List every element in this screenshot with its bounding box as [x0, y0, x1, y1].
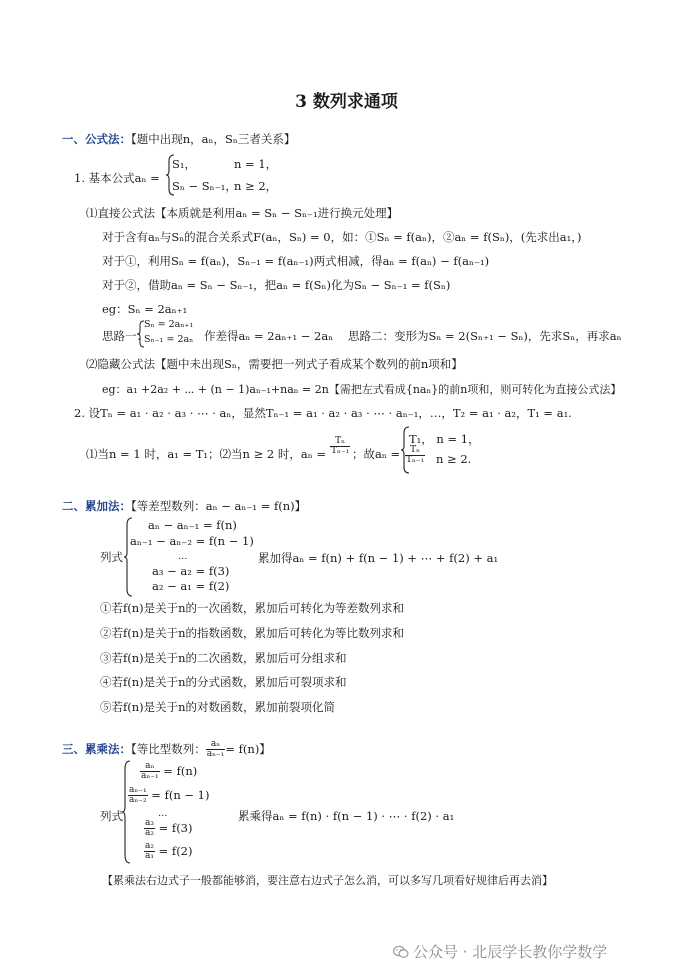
sum-tip-1: ①若f(n)是关于n的一次函数，累加后可转化为等差数列求和 [100, 601, 405, 615]
method-direct: ⑴直接公式法【本质就是利用aₙ = Sₙ − Sₙ₋₁进行换元处理】 [86, 206, 399, 220]
prod-row-3 [144, 819, 192, 839]
sum-tip-2: ②若f(n)是关于n的指数函数，累加后可转化为等比数列求和 [100, 626, 405, 640]
prod-row-4 [144, 842, 192, 862]
product-case-b: ；故aₙ = [352, 447, 401, 461]
prod-row-3-num: a₃ [145, 818, 154, 828]
prod-row-3-rhs: = f(3) [158, 820, 193, 835]
sum-tip-3: ③若f(n)是关于n的二次函数，累加后可分组求和 [100, 651, 347, 665]
prod-row-2-num: aₙ₋₁ [129, 785, 147, 795]
prod-row-1-rhs: = f(n) [163, 763, 198, 778]
product-case-2-frac [405, 446, 425, 466]
product-frac-den: Tₙ₋₁ [331, 446, 350, 457]
basic-formula-prefix: 1. 基本公式aₙ = [74, 171, 160, 185]
section-3-heading [62, 740, 271, 760]
section-2-note: 【等差型数列：aₙ − aₙ₋₁ = f(n)】 [131, 499, 307, 513]
watermark-text: 公众号 · 北辰学长教你学数学 [413, 943, 608, 961]
idea-1-label: 思路一： [102, 329, 148, 343]
section-3-note-a: 【等比型数列： [131, 741, 206, 756]
sum-tip-5: ⑤若f(n)是关于n的对数函数，累加前裂项化简 [100, 700, 336, 714]
idea-1-top: Sₙ = 2aₙ₊₁ [144, 319, 194, 330]
section-1-note: 【题中出现n，aₙ，Sₙ三者关系】 [131, 132, 296, 146]
product-case-2-num: Tₙ [405, 446, 425, 456]
prod-row-ellipsis: … [158, 808, 168, 819]
section-1-label: 一、公式法： [62, 132, 131, 146]
prod-row-1 [140, 762, 197, 782]
product-case-a: ⑴当n = 1 时，a₁ = T₁；⑵当n ≥ 2 时，aₙ = [86, 447, 326, 461]
product-frac-num: Tₙ [330, 437, 350, 447]
section-3-note-frac [206, 740, 226, 760]
sum-row-3: a₃ − a₂ = f(3) [152, 564, 230, 578]
section-3-note-num: aₙ [206, 740, 226, 750]
basic-case-1-expr: S₁， [172, 157, 196, 171]
example-1: eg：Sₙ = 2aₙ₊₁ [102, 302, 188, 316]
example-2: eg：a₁ +2a₂ + ⋯ + (n − 1)aₙ₋₁+naₙ = 2n【需把左式看成{naₙ}的前n项和，则可转化为直接公式法】 [102, 383, 622, 396]
product-case-2-cond: n ≥ 2. [436, 452, 472, 466]
idea-1-bottom: Sₙ₋₁ = 2aₙ [144, 334, 194, 345]
product-definition: 2. 设Tₙ = a₁ · a₂ · a₃ · ⋯ · aₙ，显然Tₙ₋₁ = a₁ · a₂ · a₃ · ⋯ · aₙ₋₁，…，T₂ = a₁ · a₂，T₁ = a₁. [74, 406, 572, 420]
sum-tip-4: ④若f(n)是关于n的分式函数，累加后可裂项求和 [100, 675, 347, 689]
prod-list-brace [122, 760, 132, 864]
basic-case-1-cond: n = 1， [234, 157, 278, 171]
sum-row-4: a₂ − a₁ = f(2) [152, 579, 230, 593]
prod-row-2 [128, 786, 209, 806]
prod-list-label: 列式 [100, 809, 123, 823]
sum-row-1: aₙ − aₙ₋₁ = f(n) [148, 518, 237, 532]
prod-row-2-rhs: = f(n − 1) [151, 787, 210, 802]
prod-row-4-den: a₁ [145, 851, 154, 862]
prod-row-4-rhs: = f(2) [158, 843, 193, 858]
page-title: 3 数列求通项 [295, 92, 398, 112]
prod-row-1-den: aₙ₋₁ [141, 771, 159, 782]
product-frac [330, 437, 350, 457]
sum-row-ellipsis: … [178, 551, 188, 562]
method-hidden: ⑵隐藏公式法【题中未出现Sₙ，需要把一列式子看成某个数列的前n项和】 [86, 357, 463, 371]
basic-case-2-expr: Sₙ − Sₙ₋₁， [172, 179, 237, 193]
method-case-1: 对于①，利用Sₙ = f(aₙ)，Sₙ₋₁ = f(aₙ₋₁)两式相减，得aₙ = f(aₙ) − f(aₙ₋₁) [102, 254, 490, 268]
prod-row-4-num: a₂ [145, 841, 154, 851]
basic-case-2-cond: n ≥ 2， [234, 179, 278, 193]
sum-row-2: aₙ₋₁ − aₙ₋₂ = f(n − 1) [130, 534, 254, 548]
section-3-note-b: = f(n)】 [225, 741, 271, 756]
method-direct-desc: 对于含有aₙ与Sₙ的混合关系式F(aₙ，Sₙ) = 0，如：①Sₙ = f(aₙ)，②aₙ = f(Sₙ)，(先求出a₁，) [102, 230, 582, 244]
section-1-heading [62, 131, 295, 147]
watermark [393, 941, 607, 962]
prod-result: 累乘得aₙ = f(n) · f(n − 1) · ⋯ · f(2) · a₁ [238, 809, 455, 823]
prod-row-2-den: aₙ₋₂ [129, 795, 147, 806]
section-2-label: 二、累加法： [62, 499, 131, 513]
idea-2: 思路二：变形为Sₙ = 2(Sₙ₊₁ − Sₙ)，先求Sₙ，再求aₙ [348, 329, 622, 343]
prod-row-3-den: a₂ [145, 828, 154, 839]
sum-result: 累加得aₙ = f(n) + f(n − 1) + ⋯ + f(2) + a₁ [258, 551, 499, 565]
sum-list-label: 列式 [100, 550, 123, 564]
method-case-2: 对于②，借助aₙ = Sₙ − Sₙ₋₁，把aₙ = f(Sₙ)化为Sₙ − Sₙ₋₁ = f(Sₙ) [102, 278, 451, 292]
prod-row-1-num: aₙ [140, 762, 160, 772]
product-case-1: T₁， n = 1， [409, 432, 480, 446]
product-case-2-den: Tₙ₋₁ [406, 455, 425, 466]
prod-tip: 【累乘法右边式子一般都能够消，要注意右边式子怎么消，可以多写几项看好规律后再去消】 [102, 874, 553, 887]
section-2-heading [62, 498, 306, 514]
section-3-label: 三、累乘法： [62, 741, 131, 756]
section-3-note-den: aₙ₋₁ [206, 749, 225, 760]
idea-1-rest: 作差得aₙ = 2aₙ₊₁ − 2aₙ [204, 329, 334, 343]
sum-list-brace [124, 517, 134, 597]
wechat-icon [393, 945, 409, 959]
